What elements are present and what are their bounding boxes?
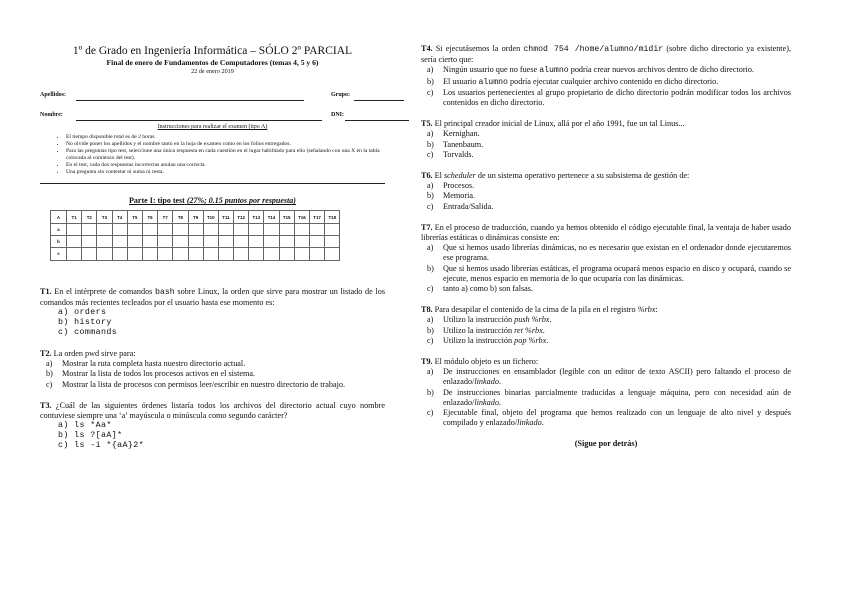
question-t4 [421,44,791,108]
option-text: . [498,397,501,407]
col-header: T10 [203,211,218,223]
col-header: T3 [97,211,112,223]
option-text: Que si hemos usado librerías dinámicas, no es necesario que existan en el ordenador donde ejecutaremos ese programa. [443,243,791,263]
question-term: scheduler [443,171,476,181]
answer-table-corner: A [51,211,67,223]
option-code: alumno [478,77,508,87]
question-text: En el intérprete de comandos [51,286,156,296]
nombre-label: Nombre: [40,112,63,118]
col-header: T5 [127,211,142,223]
question-code: bash [155,287,175,297]
answer-cell[interactable] [325,223,340,235]
answer-cell[interactable] [279,223,294,235]
nombre-row [40,110,385,122]
option-list [40,421,385,451]
option-b [421,140,791,150]
answer-cell[interactable] [173,223,188,235]
answer-cell[interactable] [173,236,188,248]
answer-cell[interactable] [127,236,142,248]
answer-cell[interactable] [310,223,325,235]
question-label: T6. [421,171,433,181]
answer-cell[interactable] [82,236,97,248]
question-label: T1. [40,286,52,296]
answer-cell[interactable] [158,223,173,235]
option-a [421,315,791,325]
option-b [421,77,791,88]
option-a [421,367,791,387]
answer-table [50,210,340,260]
option-list [421,243,791,294]
answer-cell[interactable] [249,248,264,260]
option-text: Torvalds. [443,149,474,159]
option-text: . [498,377,501,387]
option-text: Mostrar la lista de procesos con permisos leer/escribir en nuestro directorio de trabajo. [62,379,346,389]
option-letter: c) [427,201,434,211]
question-text: En el proceso de traducción, cuando ya hemos obtenido el código ejecutable final, la ventaja de haber usado librerías estáticas o dinámicas consiste en: [421,222,791,243]
answer-cell[interactable] [142,248,157,260]
col-header: T18 [325,211,340,223]
option-c [421,150,791,160]
answer-cell[interactable] [82,248,97,260]
part1-score: (27%; 0.15 puntos por respuesta) [186,196,296,206]
answer-cell[interactable] [218,223,233,235]
instruction-item: • No olvide poner los apellidos y el nombre tanto en la hoja de examen como en los folios entregados. [66,141,385,148]
question-t6 [421,171,791,212]
option-list [421,65,791,108]
option-text: . [546,335,549,345]
col-header: T7 [158,211,173,223]
option-code: alumno [539,66,569,76]
option-letter: b) [427,139,434,149]
option-list [40,308,385,338]
option-text: . [541,418,544,428]
option-text: El usuario [443,76,479,86]
question-t5 [421,119,791,160]
answer-cell[interactable] [234,223,249,235]
answer-cell[interactable] [112,223,127,235]
answer-cell[interactable] [310,248,325,260]
col-header: T8 [173,211,188,223]
question-code: chmod 754 /home/alumno/midir [523,45,664,54]
question-t2 [40,349,385,390]
answer-cell[interactable] [325,248,340,260]
option-term: ret %rbx [514,325,543,335]
answer-cell[interactable] [218,236,233,248]
option-term: push %rbx [514,315,550,325]
question-t8 [421,305,791,346]
answer-cell[interactable] [158,248,173,260]
question-t3 [40,401,385,451]
option-c: c) commands [58,328,118,338]
exam-subtitle: Final de enero de Fundamentos de Computadores (temas 4, 5 y 6) [106,58,319,67]
question-text: (sobre dicho directorio ya existente), sería cierto que: [421,44,791,65]
question-text: Si ejecutásemos la orden [432,44,524,53]
option-c [421,88,791,108]
option-text: podría ejecutar cualquier archivo contenido en dicho directorio. [507,76,719,86]
answer-cell[interactable] [97,223,112,235]
col-header: T13 [249,211,264,223]
answer-cell[interactable] [97,236,112,248]
option-text: tanto a) como b) son falsas. [443,284,534,294]
option-letter: a) [427,181,434,191]
apellidos-label: Apellidos: [40,92,67,98]
question-text: El principal creador inicial de Linux, allá por el año 1991, fue un tal Linus... [432,119,685,129]
row-label: c [51,248,67,260]
option-letter: c) [427,408,434,418]
answer-cell[interactable] [279,248,294,260]
answer-cell[interactable] [67,223,82,235]
divider [40,183,385,184]
continue-note: (Sigue por detrás) [574,438,638,448]
option-b: b) ls ?[aA]* [58,431,123,441]
option-a: a) orders [58,308,107,318]
question-t1 [40,287,385,338]
grupo-field[interactable] [354,100,404,101]
answer-cell[interactable] [294,223,309,235]
option-letter: c) [427,335,434,345]
question-text: sobre Linux, la orden que sirve para mostrar un listado de los comandos más recientes tecleados por el usuario hasta ese momento es: [40,286,386,307]
question-text: ¿Cuál de las siguientes órdenes listaría todos los archivos del directorio actual cuyo nombre contuviese siempre una ‘a’ mayúscula o minúscula como segundo carácter? [40,400,385,421]
dni-label: DNI: [331,112,344,118]
answer-cell[interactable] [97,248,112,260]
question-label: T5. [421,119,433,129]
col-header: T15 [279,211,294,223]
option-letter: a) [427,315,434,325]
option-letter: c) [46,379,53,389]
answer-cell[interactable] [188,236,203,248]
option-text: Memoria. [443,191,476,201]
nombre-field[interactable] [76,120,322,121]
answer-cell[interactable] [203,236,218,248]
option-text: Mostrar la lista de todos los procesos activos en el sistema. [62,369,256,379]
option-text: . [542,325,545,335]
answer-cell[interactable] [264,236,279,248]
row-label: b [51,236,67,248]
option-a [421,243,791,263]
option-text: Ejecutable final, objeto del programa que hemos realizado con un lenguaje de alto nivel y después compilado y enlazado/ [443,408,791,428]
answer-cell[interactable] [158,236,173,248]
option-text: Procesos. [443,181,475,191]
option-letter: b) [427,191,434,201]
question-text: : [655,305,658,315]
instruction-item: • Una pregunta sin contestar ni suma ni resta. [66,169,385,176]
option-a [421,129,791,139]
option-list [421,367,791,428]
option-text: Kernighan. [443,129,480,139]
option-letter: c) [427,149,434,159]
col-header: T12 [234,211,249,223]
answer-cell[interactable] [188,248,203,260]
option-text: De instrucciones en ensamblador (legible con un editor de texto ASCII) pero faltando el proceso de enlazado/ [443,367,791,387]
question-label: T8. [421,305,433,315]
part1-title-text: Parte I: tipo test [129,196,185,206]
answer-cell[interactable] [82,223,97,235]
col-header: T1 [67,211,82,223]
question-text: El [432,171,444,181]
answer-table-header [51,211,340,223]
right-column [421,44,791,448]
instruction-item: • El tiempo disponible total es de 2 horas. [66,134,385,141]
answer-cell[interactable] [310,236,325,248]
option-b [40,369,385,379]
answer-cell[interactable] [234,236,249,248]
option-text: Utilizo la instrucción [443,315,515,325]
option-letter: b) [427,387,434,397]
grupo-label: Grupo: [331,92,351,98]
option-term: linkado [474,397,499,407]
answer-cell[interactable] [264,248,279,260]
option-b [421,388,791,408]
option-text: Ningún usuario que no fuese [443,65,540,75]
exam-title: 1º de Grado en Ingeniería Informática – SÓLO 2º PARCIAL [72,45,353,57]
answer-cell[interactable] [127,248,142,260]
option-a [40,359,385,369]
answer-cell[interactable] [264,223,279,235]
option-list [40,359,385,390]
answer-cell[interactable] [67,236,82,248]
answer-cell[interactable] [142,223,157,235]
option-letter: c) [427,87,434,97]
col-header: T16 [294,211,309,223]
answer-cell[interactable] [142,236,157,248]
option-letter: b) [427,325,434,335]
instructions-list [40,134,385,175]
option-a [421,65,791,76]
answer-cell[interactable] [188,223,203,235]
col-header: T14 [264,211,279,223]
answer-cell[interactable] [294,236,309,248]
option-letter: b) [46,369,53,379]
option-list [421,181,791,212]
option-list [421,129,791,160]
question-label: T2. [40,349,52,359]
option-letter: a) [427,243,434,253]
option-c [421,202,791,212]
option-text: De instrucciones binarias parcialmente traducidas a lenguaje máquina, pero con necesidad aún de enlazado/ [443,387,791,407]
apellidos-row [40,90,385,102]
option-text: Utilizo la instrucción [443,325,515,335]
answer-cell[interactable] [127,223,142,235]
instructions-title: Instrucciones para realizar el examen (tipo A) [157,124,268,130]
option-letter: b) [427,263,434,273]
option-letter: a) [427,129,434,139]
question-t7 [421,223,791,294]
option-text: Mostrar la ruta completa hasta nuestro directorio actual. [62,359,246,369]
option-term: pop %rbx [514,335,547,345]
instruction-item: • En el test, cada dos respuestas incorrectas anulan una correcta. [66,162,385,169]
question-text: La orden pwd sirve para: [51,349,136,359]
col-header: T6 [142,211,157,223]
question-text: Para desapilar el contenido de la cima de la pila en el registro [432,305,638,315]
col-header: T2 [82,211,97,223]
col-header: T4 [112,211,127,223]
instruction-item: • Para las preguntas tipo test, seleccione una única respuesta en cada cuestión en el lugar habilitado para ello (señalando con una X en la tabla colocada al comienzo del test). [66,148,385,162]
answer-cell[interactable] [112,236,127,248]
exam-date: 22 de enero 2019 [191,68,234,75]
question-label: T7. [421,222,433,232]
option-a: a) ls *Aa* [58,421,112,431]
option-term: linkado [517,418,542,428]
option-b: b) history [58,318,112,328]
option-text: Que si hemos usado librerías estáticas, el programa ocupará menos espacio en disco y ocupará, cuando se ejecute, menos espacio en memoria de lo que ocuparía con las dinámicas. [443,263,791,283]
option-list [421,315,791,346]
answer-row-b [51,236,340,248]
question-label: T9. [421,357,433,367]
option-text: . [549,315,552,325]
option-b [421,191,791,201]
answer-cell[interactable] [173,248,188,260]
option-a [421,181,791,191]
answer-cell[interactable] [325,236,340,248]
col-header: T17 [310,211,325,223]
col-header: T11 [218,211,233,223]
row-label: a [51,223,67,235]
part1-title [40,196,385,205]
left-column [40,44,385,451]
question-text: El módulo objeto es un fichero: [432,357,539,367]
option-letter: a) [427,367,434,377]
option-term: linkado [474,377,499,387]
question-label: T4. [421,44,433,53]
answer-cell[interactable] [218,248,233,260]
answer-cell[interactable] [67,248,82,260]
option-text: Utilizo la instrucción [443,335,515,345]
option-letter: a) [46,359,53,369]
question-label: T3. [40,400,52,410]
answer-cell[interactable] [112,248,127,260]
option-text: Entrada/Salida. [443,201,494,211]
answer-cell[interactable] [279,236,294,248]
question-text: de un sistema operativo pertenece a su subsistema de gestión de: [475,171,690,181]
answer-row-a [51,223,340,235]
option-letter: c) [427,284,434,294]
option-c [40,380,385,390]
option-c: c) ls -i *{aA}2* [58,441,145,451]
question-term: %rbx [637,305,656,315]
option-c [421,284,791,294]
answer-cell[interactable] [294,248,309,260]
question-t9 [421,357,791,428]
option-text: Tanenbaum. [443,139,484,149]
option-b [421,264,791,284]
answer-cell[interactable] [203,223,218,235]
dni-field[interactable] [345,120,409,121]
answer-row-c [51,248,340,260]
option-text: Los usuarios pertenecientes al grupo propietario de dicho directorio podrán modificar todos los archivos contenidos en dicho directorio. [443,87,791,108]
option-letter: b) [427,76,434,86]
option-letter: a) [427,65,434,75]
option-c [421,336,791,346]
answer-cell[interactable] [234,248,249,260]
option-text: podría crear nuevos archivos dentro de dicho directorio. [568,65,754,75]
answer-cell[interactable] [203,248,218,260]
option-b [421,326,791,336]
col-header: T9 [188,211,203,223]
answer-cell[interactable] [249,236,264,248]
apellidos-field[interactable] [76,100,304,101]
option-c [421,408,791,428]
answer-cell[interactable] [249,223,264,235]
